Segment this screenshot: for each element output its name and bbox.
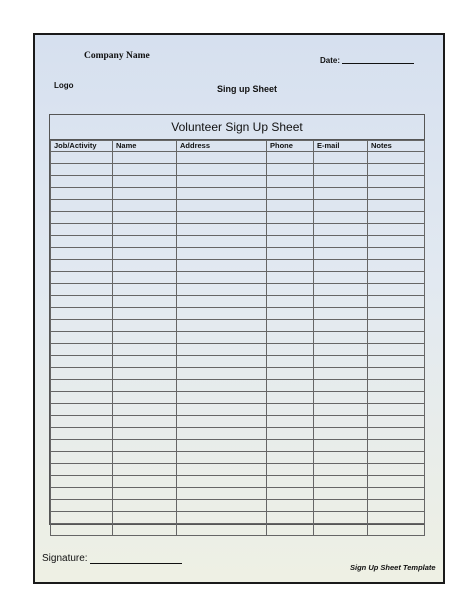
table-cell[interactable] xyxy=(113,308,177,320)
table-cell[interactable] xyxy=(51,512,113,524)
table-cell[interactable] xyxy=(113,416,177,428)
table-cell[interactable] xyxy=(51,488,113,500)
table-cell[interactable] xyxy=(314,428,368,440)
table-cell[interactable] xyxy=(368,284,425,296)
column-header-address: Address xyxy=(177,141,267,152)
table-cell[interactable] xyxy=(177,440,267,452)
table-cell[interactable] xyxy=(51,320,113,332)
table-cell[interactable] xyxy=(267,512,314,524)
table-cell[interactable] xyxy=(314,188,368,200)
table-cell[interactable] xyxy=(51,392,113,404)
table-cell[interactable] xyxy=(113,404,177,416)
table-row xyxy=(51,368,425,380)
table-row xyxy=(51,296,425,308)
table-cell[interactable] xyxy=(177,296,267,308)
table-cell[interactable] xyxy=(51,356,113,368)
table-row xyxy=(51,152,425,164)
table-row xyxy=(51,416,425,428)
table-cell[interactable] xyxy=(314,236,368,248)
table-cell[interactable] xyxy=(51,248,113,260)
table-row xyxy=(51,176,425,188)
table-cell[interactable] xyxy=(368,452,425,464)
table-cell[interactable] xyxy=(113,356,177,368)
table-cell[interactable] xyxy=(368,500,425,512)
table-row xyxy=(51,452,425,464)
table-cell[interactable] xyxy=(267,152,314,164)
table-cell[interactable] xyxy=(368,476,425,488)
table-cell[interactable] xyxy=(51,344,113,356)
table-cell[interactable] xyxy=(314,464,368,476)
table-cell[interactable] xyxy=(177,224,267,236)
table-cell[interactable] xyxy=(51,272,113,284)
table-cell[interactable] xyxy=(368,260,425,272)
table-cell[interactable] xyxy=(267,284,314,296)
table-row xyxy=(51,284,425,296)
table-row xyxy=(51,392,425,404)
table-row xyxy=(51,212,425,224)
table-cell[interactable] xyxy=(177,164,267,176)
table-row xyxy=(51,500,425,512)
table-cell[interactable] xyxy=(314,272,368,284)
table-cell[interactable] xyxy=(113,428,177,440)
table-cell[interactable] xyxy=(113,500,177,512)
table-row xyxy=(51,260,425,272)
table-cell[interactable] xyxy=(368,152,425,164)
table-cell[interactable] xyxy=(177,200,267,212)
table-cell[interactable] xyxy=(267,392,314,404)
table-cell[interactable] xyxy=(51,464,113,476)
table-cell[interactable] xyxy=(267,224,314,236)
table-cell[interactable] xyxy=(113,224,177,236)
table-cell[interactable] xyxy=(51,404,113,416)
column-header-notes: Notes xyxy=(368,141,425,152)
table-cell[interactable] xyxy=(368,416,425,428)
table-cell[interactable] xyxy=(177,404,267,416)
table-row xyxy=(51,200,425,212)
table-cell[interactable] xyxy=(113,164,177,176)
column-header-job-activity: Job/Activity xyxy=(51,141,113,152)
table-cell[interactable] xyxy=(314,356,368,368)
table-cell[interactable] xyxy=(267,368,314,380)
table-cell[interactable] xyxy=(113,236,177,248)
table-cell[interactable] xyxy=(113,284,177,296)
table-cell[interactable] xyxy=(113,488,177,500)
table-row xyxy=(51,488,425,500)
table-cell[interactable] xyxy=(314,476,368,488)
table-cell[interactable] xyxy=(267,476,314,488)
table-cell[interactable] xyxy=(267,464,314,476)
table-cell[interactable] xyxy=(368,512,425,524)
template-label: Sign Up Sheet Template xyxy=(350,563,436,572)
table-cell[interactable] xyxy=(177,416,267,428)
table-cell[interactable] xyxy=(113,200,177,212)
table-cell[interactable] xyxy=(177,476,267,488)
table-cell[interactable] xyxy=(314,404,368,416)
table-cell[interactable] xyxy=(113,176,177,188)
table-cell[interactable] xyxy=(267,380,314,392)
table-cell[interactable] xyxy=(314,524,368,536)
table-cell[interactable] xyxy=(267,260,314,272)
table-cell[interactable] xyxy=(51,440,113,452)
date-blank-line xyxy=(342,63,414,64)
table-cell[interactable] xyxy=(177,452,267,464)
table-title: Volunteer Sign Up Sheet xyxy=(50,115,424,140)
table-cell[interactable] xyxy=(51,224,113,236)
table-cell[interactable] xyxy=(314,152,368,164)
table-cell[interactable] xyxy=(177,392,267,404)
table-cell[interactable] xyxy=(177,176,267,188)
table-cell[interactable] xyxy=(51,296,113,308)
table-cell[interactable] xyxy=(51,368,113,380)
table-cell[interactable] xyxy=(51,176,113,188)
table-cell[interactable] xyxy=(368,200,425,212)
table-cell[interactable] xyxy=(314,380,368,392)
table-cell[interactable] xyxy=(267,248,314,260)
table-cell[interactable] xyxy=(267,440,314,452)
table-cell[interactable] xyxy=(51,164,113,176)
table-header-row xyxy=(51,141,425,152)
table-cell[interactable] xyxy=(368,488,425,500)
table-cell[interactable] xyxy=(267,500,314,512)
table-cell[interactable] xyxy=(177,380,267,392)
table-cell[interactable] xyxy=(368,464,425,476)
table-row xyxy=(51,164,425,176)
table-cell[interactable] xyxy=(177,272,267,284)
table-cell[interactable] xyxy=(113,344,177,356)
table-row xyxy=(51,524,425,536)
table-cell[interactable] xyxy=(177,284,267,296)
table-cell[interactable] xyxy=(314,512,368,524)
table-cell[interactable] xyxy=(368,404,425,416)
table-cell[interactable] xyxy=(113,152,177,164)
table-cell[interactable] xyxy=(368,344,425,356)
table-row xyxy=(51,236,425,248)
table-cell[interactable] xyxy=(51,284,113,296)
table-cell[interactable] xyxy=(314,320,368,332)
table-row xyxy=(51,428,425,440)
table-cell[interactable] xyxy=(113,380,177,392)
table-cell[interactable] xyxy=(113,512,177,524)
table-cell[interactable] xyxy=(51,200,113,212)
table-cell[interactable] xyxy=(177,524,267,536)
table-cell[interactable] xyxy=(314,308,368,320)
table-cell[interactable] xyxy=(267,452,314,464)
table-cell[interactable] xyxy=(177,488,267,500)
column-header-phone: Phone xyxy=(267,141,314,152)
table-cell[interactable] xyxy=(314,368,368,380)
table-cell[interactable] xyxy=(368,296,425,308)
table-row xyxy=(51,440,425,452)
table-cell[interactable] xyxy=(177,344,267,356)
table-cell[interactable] xyxy=(368,524,425,536)
table-cell[interactable] xyxy=(368,440,425,452)
volunteer-grid xyxy=(50,140,425,536)
table-cell[interactable] xyxy=(177,320,267,332)
table-cell[interactable] xyxy=(113,248,177,260)
table-cell[interactable] xyxy=(51,380,113,392)
table-cell[interactable] xyxy=(314,260,368,272)
table-row xyxy=(51,332,425,344)
logo-placeholder: Logo xyxy=(54,81,74,90)
table-row xyxy=(51,248,425,260)
table-cell[interactable] xyxy=(368,368,425,380)
table-cell[interactable] xyxy=(113,272,177,284)
table-cell[interactable] xyxy=(177,248,267,260)
table-row xyxy=(51,188,425,200)
table-cell[interactable] xyxy=(113,464,177,476)
table-cell[interactable] xyxy=(368,188,425,200)
table-cell[interactable] xyxy=(368,332,425,344)
table-cell[interactable] xyxy=(51,152,113,164)
table-cell[interactable] xyxy=(51,524,113,536)
table-cell[interactable] xyxy=(51,500,113,512)
table-cell[interactable] xyxy=(113,476,177,488)
table-cell[interactable] xyxy=(368,212,425,224)
table-cell[interactable] xyxy=(177,464,267,476)
table-cell[interactable] xyxy=(267,344,314,356)
table-cell[interactable] xyxy=(314,332,368,344)
date-label: Date: xyxy=(320,56,341,65)
table-cell[interactable] xyxy=(314,248,368,260)
table-row xyxy=(51,512,425,524)
table-cell[interactable] xyxy=(51,428,113,440)
table-cell[interactable] xyxy=(314,500,368,512)
table-cell[interactable] xyxy=(113,332,177,344)
table-cell[interactable] xyxy=(314,200,368,212)
table-cell[interactable] xyxy=(177,428,267,440)
signature-blank-line xyxy=(90,563,182,564)
table-cell[interactable] xyxy=(51,332,113,344)
table-cell[interactable] xyxy=(51,452,113,464)
table-cell[interactable] xyxy=(113,320,177,332)
table-cell[interactable] xyxy=(267,212,314,224)
table-cell[interactable] xyxy=(51,236,113,248)
table-row xyxy=(51,224,425,236)
table-cell[interactable] xyxy=(267,428,314,440)
table-cell[interactable] xyxy=(267,524,314,536)
table-row xyxy=(51,344,425,356)
table-cell[interactable] xyxy=(51,188,113,200)
table-cell[interactable] xyxy=(177,368,267,380)
table-cell[interactable] xyxy=(177,188,267,200)
table-cell[interactable] xyxy=(314,212,368,224)
table-cell[interactable] xyxy=(267,272,314,284)
table-cell[interactable] xyxy=(368,392,425,404)
table-cell[interactable] xyxy=(113,368,177,380)
table-cell[interactable] xyxy=(177,152,267,164)
table-cell[interactable] xyxy=(314,176,368,188)
table-cell[interactable] xyxy=(51,260,113,272)
table-cell[interactable] xyxy=(368,176,425,188)
table-cell[interactable] xyxy=(177,512,267,524)
table-cell[interactable] xyxy=(368,224,425,236)
table-cell[interactable] xyxy=(368,164,425,176)
table-cell[interactable] xyxy=(113,524,177,536)
table-cell[interactable] xyxy=(177,236,267,248)
table-cell[interactable] xyxy=(113,212,177,224)
table-cell[interactable] xyxy=(314,452,368,464)
table-body xyxy=(51,152,425,536)
table-cell[interactable] xyxy=(314,416,368,428)
table-cell[interactable] xyxy=(368,272,425,284)
table-cell[interactable] xyxy=(368,356,425,368)
table-cell[interactable] xyxy=(113,452,177,464)
table-cell[interactable] xyxy=(267,356,314,368)
table-cell[interactable] xyxy=(267,200,314,212)
table-cell[interactable] xyxy=(368,428,425,440)
table-row xyxy=(51,380,425,392)
table-row xyxy=(51,308,425,320)
table-row xyxy=(51,272,425,284)
signature-label: Signature: xyxy=(42,553,88,564)
table-cell[interactable] xyxy=(267,176,314,188)
table-cell[interactable] xyxy=(368,320,425,332)
table-cell[interactable] xyxy=(177,212,267,224)
table-cell[interactable] xyxy=(314,488,368,500)
table-cell[interactable] xyxy=(113,188,177,200)
table-cell[interactable] xyxy=(267,164,314,176)
table-cell[interactable] xyxy=(113,392,177,404)
table-cell[interactable] xyxy=(267,236,314,248)
table-cell[interactable] xyxy=(51,416,113,428)
table-cell[interactable] xyxy=(177,500,267,512)
table-cell[interactable] xyxy=(368,308,425,320)
table-cell[interactable] xyxy=(314,344,368,356)
table-row xyxy=(51,476,425,488)
table-cell[interactable] xyxy=(177,260,267,272)
table-cell[interactable] xyxy=(314,164,368,176)
table-cell[interactable] xyxy=(267,188,314,200)
table-cell[interactable] xyxy=(368,380,425,392)
table-cell[interactable] xyxy=(267,332,314,344)
table-cell[interactable] xyxy=(267,404,314,416)
table-cell[interactable] xyxy=(267,416,314,428)
table-cell[interactable] xyxy=(314,284,368,296)
table-cell[interactable] xyxy=(51,212,113,224)
table-cell[interactable] xyxy=(368,248,425,260)
column-header-email: E-mail xyxy=(314,141,368,152)
table-cell[interactable] xyxy=(267,320,314,332)
table-row xyxy=(51,464,425,476)
table-cell[interactable] xyxy=(368,236,425,248)
table-cell[interactable] xyxy=(113,440,177,452)
table-cell[interactable] xyxy=(177,356,267,368)
table-cell[interactable] xyxy=(314,224,368,236)
table-row xyxy=(51,404,425,416)
company-name-label: Company Name xyxy=(84,51,150,61)
table-cell[interactable] xyxy=(113,260,177,272)
table-cell[interactable] xyxy=(113,296,177,308)
table-cell[interactable] xyxy=(51,308,113,320)
table-cell[interactable] xyxy=(314,296,368,308)
table-row xyxy=(51,356,425,368)
table-cell[interactable] xyxy=(177,308,267,320)
table-cell[interactable] xyxy=(314,392,368,404)
table-cell[interactable] xyxy=(267,308,314,320)
sheet-subtitle: Sing up Sheet xyxy=(217,84,278,94)
table-cell[interactable] xyxy=(314,440,368,452)
table-cell[interactable] xyxy=(267,296,314,308)
table-cell[interactable] xyxy=(267,488,314,500)
column-header-name: Name xyxy=(113,141,177,152)
table-row xyxy=(51,320,425,332)
table-cell[interactable] xyxy=(177,332,267,344)
table-cell[interactable] xyxy=(51,476,113,488)
volunteer-table xyxy=(49,114,425,525)
